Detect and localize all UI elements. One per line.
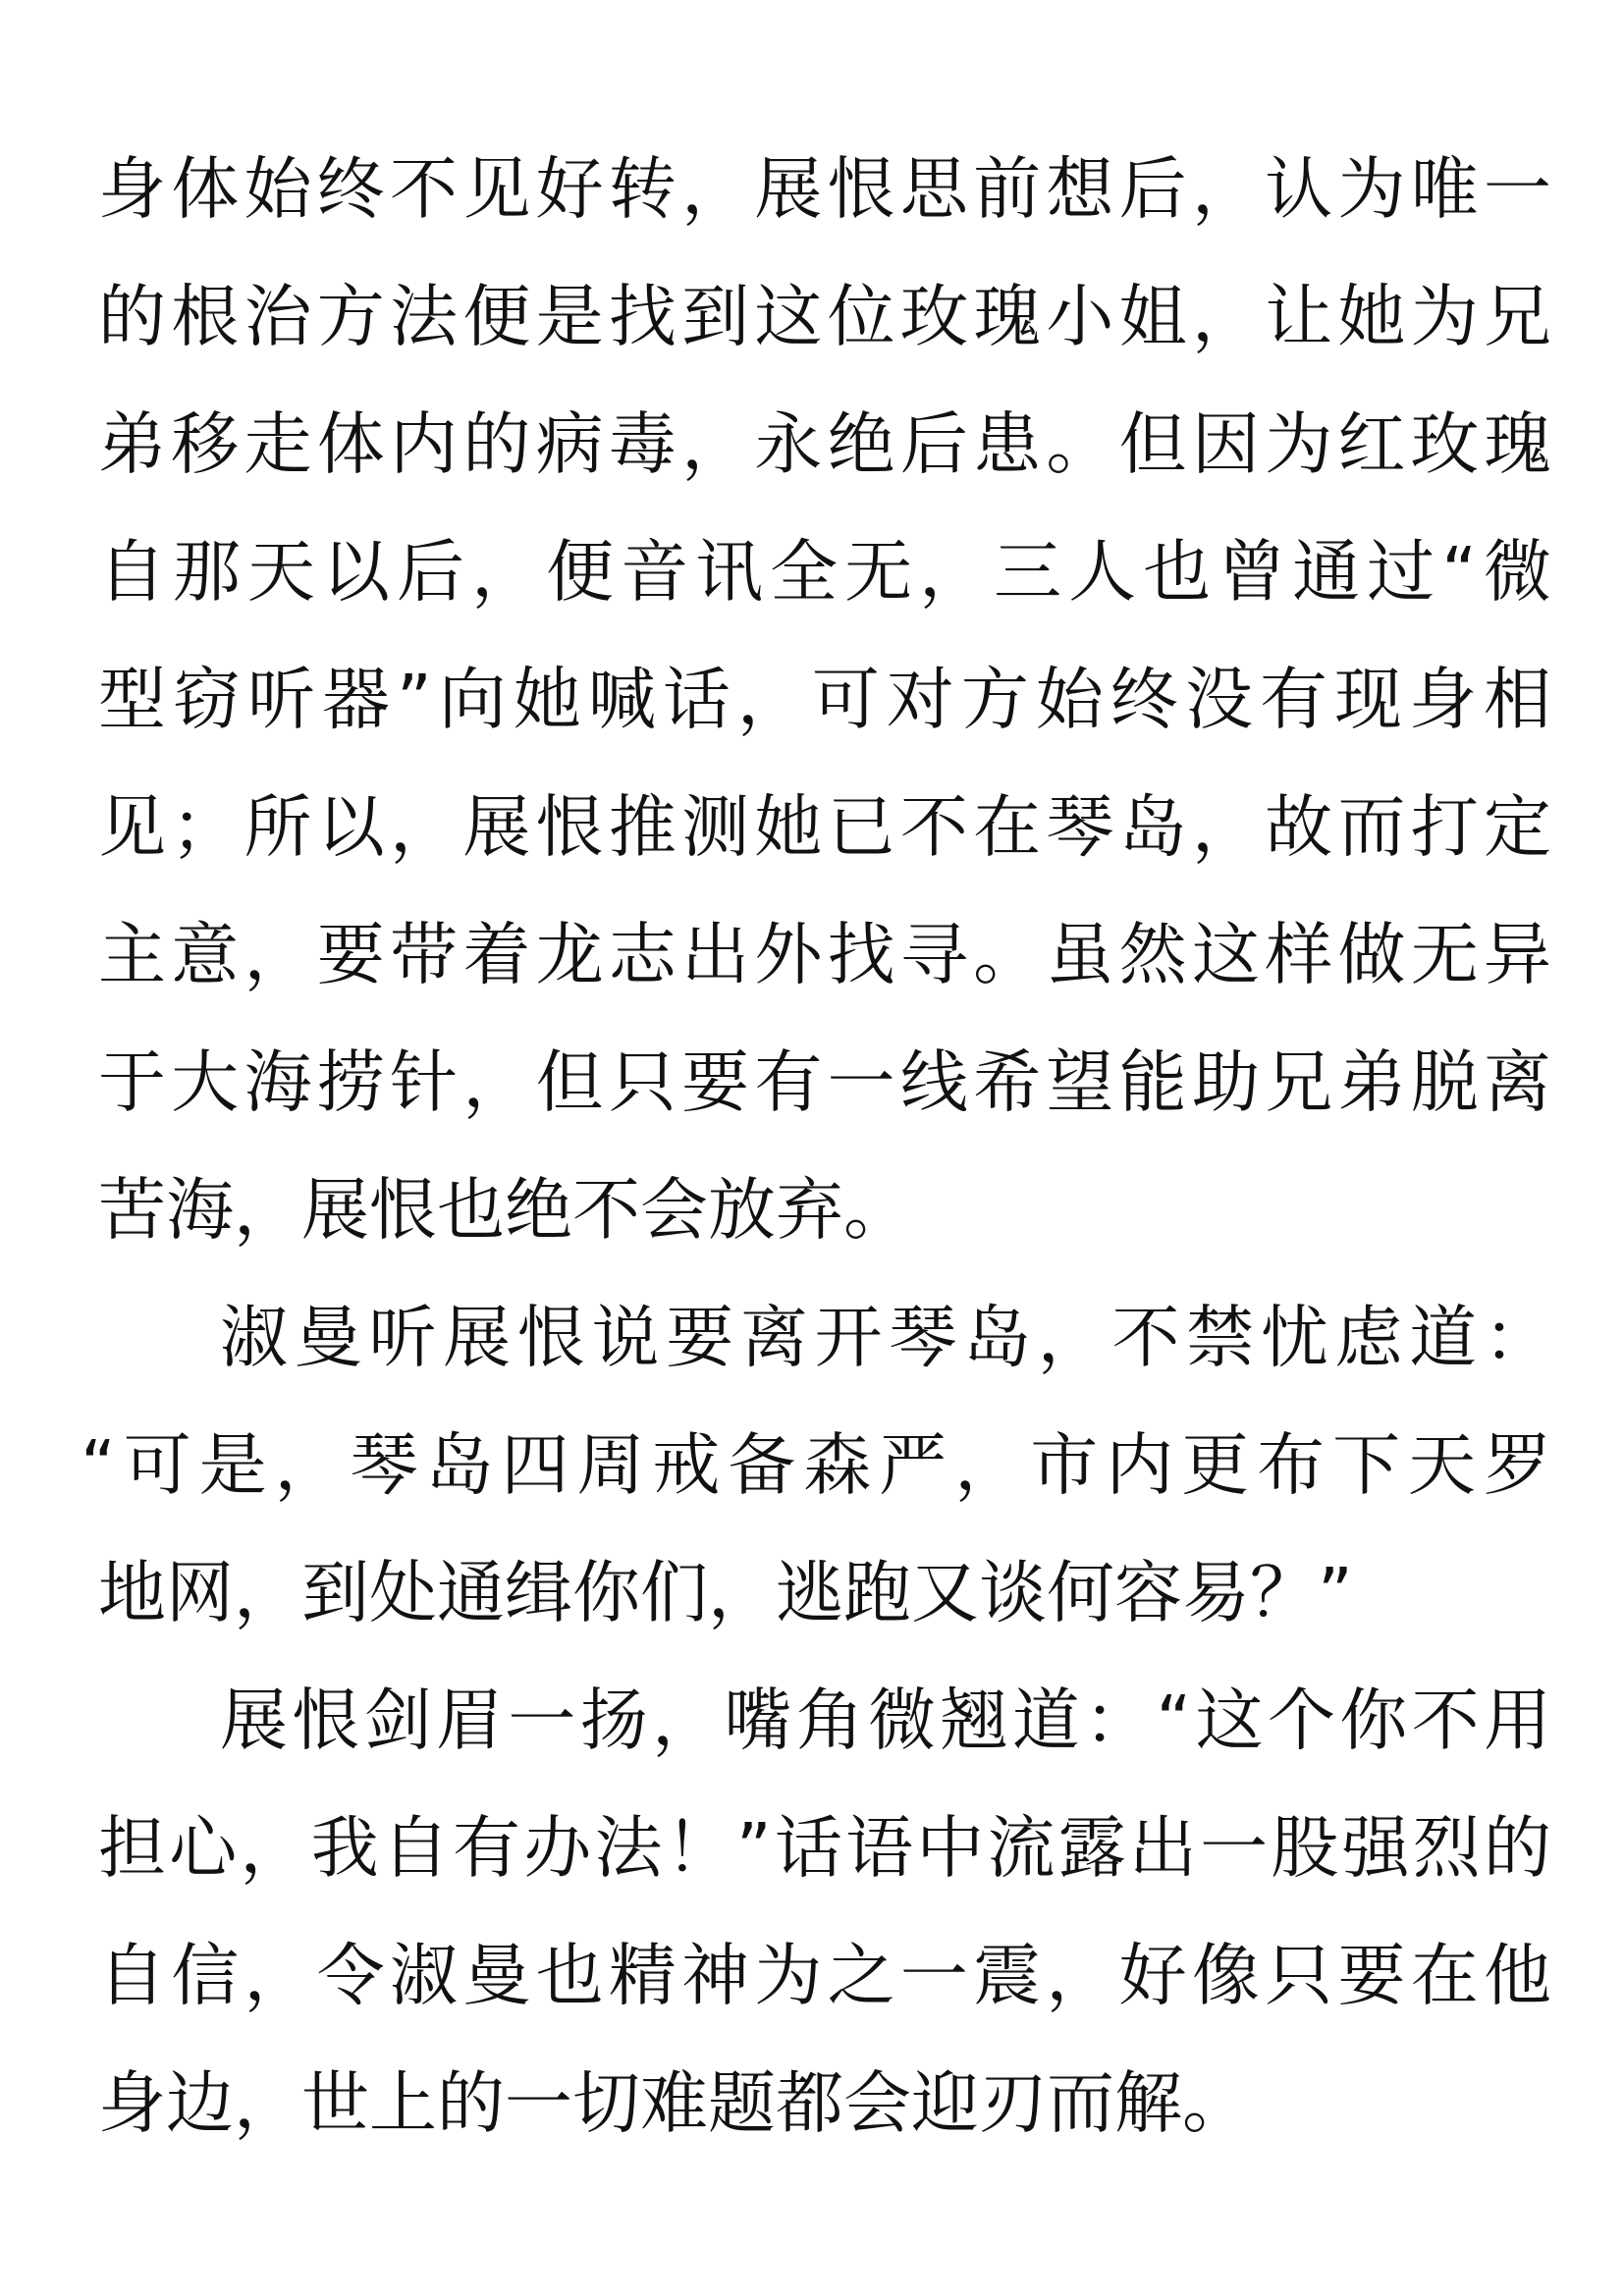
body-text bbox=[81, 126, 1551, 2167]
paragraph-start-line: 展恨剑眉一扬，嘴角微翘道：“这个你不用 bbox=[220, 1682, 1551, 1760]
text-line: 自信，令淑曼也精神为之一震，好像只要在他 bbox=[98, 1937, 1551, 2015]
text-line: “可是，琴岛四周戒备森严，市内更布下天罗 bbox=[81, 1426, 1551, 1505]
text-line: 身边，世上的一切难题都会迎刃而解。 bbox=[98, 2064, 1250, 2143]
text-line: 的根治方法便是找到这位玫瑰小姐，让她为兄 bbox=[98, 278, 1551, 356]
text-line: 于大海捞针，但只要有一线希望能助兄弟脱离 bbox=[98, 1043, 1551, 1122]
text-line: 担心，我自有办法！”话语中流露出一股强烈的 bbox=[98, 1809, 1551, 1888]
text-line: 弟移走体内的病毒，永绝后患。但因为红玫瑰 bbox=[98, 405, 1551, 484]
text-line: 型窃听器”向她喊话，可对方始终没有现身相 bbox=[98, 661, 1551, 739]
text-line: 地网，到处通缉你们，逃跑又谈何容易？” bbox=[98, 1554, 1353, 1632]
paragraph-start-line: 淑曼听展恨说要离开琴岛，不禁忧虑道： bbox=[220, 1299, 1551, 1377]
text-line: 主意，要带着龙志出外找寻。虽然这样做无异 bbox=[98, 916, 1551, 994]
text-line: 身体始终不见好转，展恨思前想后，认为唯一 bbox=[98, 150, 1551, 229]
text-line: 苦海，展恨也绝不会放弃。 bbox=[98, 1171, 911, 1250]
text-line: 自那天以后，便音讯全无，三人也曾通过“微 bbox=[98, 533, 1551, 612]
text-line: 见；所以，展恨推测她已不在琴岛，故而打定 bbox=[98, 788, 1551, 867]
